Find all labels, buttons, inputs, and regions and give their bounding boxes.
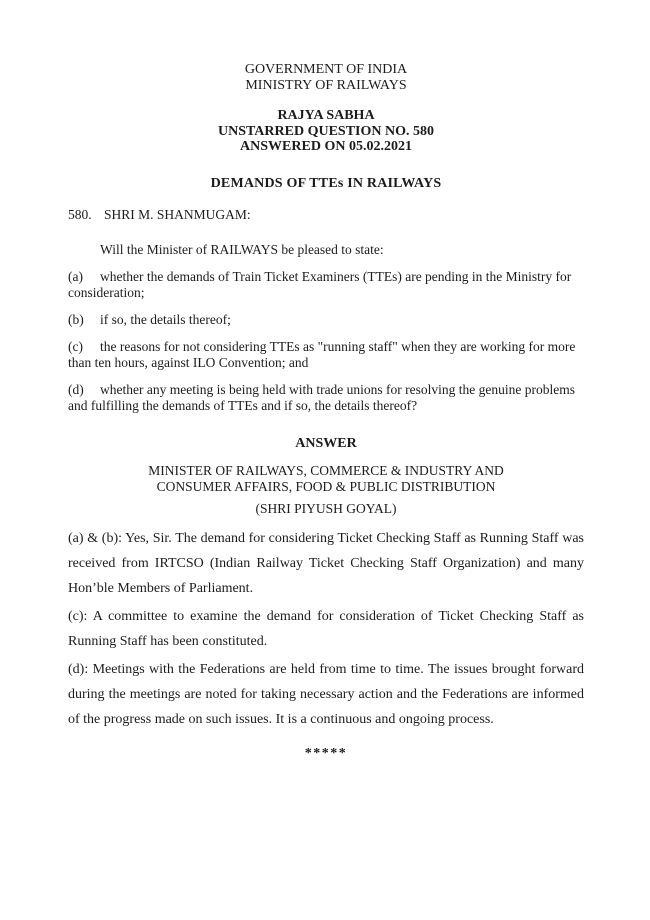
subject-title: DEMANDS OF TTEs IN RAILWAYS (210, 175, 442, 191)
minister-name: (SHRI PIYUSH GOYAL) (255, 500, 397, 516)
member-name: SHRI M. SHANMUGAM: (104, 207, 251, 222)
question-item-a-label: (a) (68, 269, 83, 284)
question-item-b-label: (b) (68, 312, 84, 327)
question-item-b (68, 312, 584, 328)
question-item-b-text: if so, the details thereof; (100, 312, 231, 327)
end-marks: ***** (304, 745, 348, 761)
question-item-d-label: (d) (68, 382, 84, 397)
answer-paragraph-c: (c): A committee to examine the demand for consideration of Ticket Checking Staff as Running Staff has been constituted. (68, 608, 584, 649)
answer-paragraph-d: (d): Meetings with the Federations are held from time to time. The issues brought forward during the meetings are noted for taking necessary action and the Federations are informed of the progress made on such issues. It is a continuous and ongoing process. (68, 661, 584, 727)
ministry-of-railways-title: MINISTRY OF RAILWAYS (245, 77, 407, 93)
question-number: 580. (68, 207, 92, 222)
question-item-a (68, 269, 584, 301)
question-item-a-text: whether the demands of Train Ticket Examiners (TTEs) are pending in the Ministry for consideration; (68, 269, 572, 300)
question-item-c (68, 339, 584, 371)
session-header (68, 108, 584, 155)
question-item-c-label: (c) (68, 339, 83, 354)
answer-heading: ANSWER (295, 436, 357, 451)
minister-designation-line1: MINISTER OF RAILWAYS, COMMERCE & INDUSTRY AND (148, 462, 504, 478)
house-title: RAJYA SABHA (277, 108, 375, 123)
minister-designation-line2: CONSUMER AFFAIRS, FOOD & PUBLIC DISTRIBUTION (156, 478, 496, 494)
question-item-d-text: whether any meeting is being held with trade unions for resolving the genuine problems and fulfilling the demands of TTEs and if so, the details thereof? (68, 382, 576, 413)
question-header (68, 207, 584, 223)
minister-designation (68, 463, 584, 495)
question-intro: Will the Minister of RAILWAYS be pleased to state: (100, 242, 384, 257)
government-header (68, 62, 584, 93)
answered-on-line: ANSWERED ON 05.02.2021 (240, 139, 412, 154)
question-item-d (68, 382, 584, 414)
government-of-india-title: GOVERNMENT OF INDIA (244, 62, 408, 77)
answer-paragraph-ab: (a) & (b): Yes, Sir. The demand for considering Ticket Checking Staff as Running Staff was received from IRTCSO (Indian Railway Ticket Checking Staff Organization) and many Hon’ble Members of Parliament. (68, 530, 584, 596)
question-item-c-text: the reasons for not considering TTEs as "running staff" when they are working for more than ten hours, against ILO Convention; and (68, 339, 576, 370)
question-number-title: UNSTARRED QUESTION NO. 580 (218, 123, 434, 139)
